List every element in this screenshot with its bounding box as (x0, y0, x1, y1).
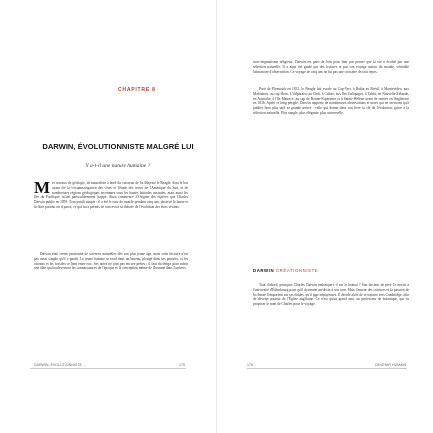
footer-rule-right (247, 368, 407, 369)
second-text (34, 252, 188, 304)
chapter-label: CHAPITRE 8 (118, 87, 156, 93)
footer-rule (30, 368, 186, 369)
intro-paragraph: es travaux de géologie, de naturaliste à bord du vaisseau de Sa Majesté le Beagle, dont le but ayant été la circumnavigation des côtes et l'étude des terres de l'Amérique du Sud, et de nombreuses régions géologiques reconnues sous les hautes latitudes australes, mais aussi les îles du Pacifique, m'ont particulièrement frappé. Ainsi commence L'Origine des espèces que Charles Darwin publie en 1859. Tout paraît simple : il a été le tour du monde pendant cinq ans, observé la faune et la flore partout où il passe, ce qui lui a permis de concevoir sa théorie de l'évolution des êtres vivants. (34, 181, 188, 209)
intro-text (34, 181, 188, 235)
page-number-left: 175 (179, 363, 185, 367)
paragraph-itinerary: Parti de Plymouth en 1831, le Beagle fait escale au Cap-Vert, à Bahia au Brésil, à Montevideo, aux Malouines, au cap Horn, à Valparaiso au Chili, à Callao, aux îles Galápagos, à Tahiti, en Nouvelle-Zélande, en Australie, à l'île Maurice, au cap de Bonne-Espérance et à Sainte-Hélène avant de rentrer en Angleterre en 1836. Après ce long périple, Darwin rapporte de nombreuses observations et notes qui ne serviront qu'à publier bien plus tard sa grande œuvre : celle qui donne dans son livre la clé de l'évolution, grâce à la sélection naturelle. Plus simple, plus élégante, plus universelle. (253, 87, 409, 115)
section-paragraph: Tout d'abord, pourquoi Charles Darwin embarque-t-il sur le bateau ? Son docteur de père l'a inscrit à l'université d'Édimbourg pour qu'il devienne médecin à son tour. Mais l'amour des sciences et la passion de la chasse l'emportent sur ses études, qu'il juge ennuyeuses. Il décide alors de se tourner vers Cambridge, afin de devenir pasteur de l'Église anglicane. Ce n'est qu'un grand ami, un professeur de botanique, qui va proposer le nom de Charles pour le voyage. (253, 283, 409, 306)
section-heading (253, 268, 318, 273)
left-page (0, 0, 216, 433)
right-page (217, 0, 433, 433)
right-itinerary-text (253, 87, 409, 230)
paragraph-top: sous-dogmatisme religieux. Darwin est parti de loin pour finir par penser que la vie a évolué par une sélection naturelle. Il a ainsi été guidé par des lectures et par son voyage autour du monde, véritable laboratoire d'observation. Ce voyage de cinq ans ne fut pas une croisière de tout repos. (253, 60, 409, 74)
running-header: DEVENIR HUMAIN (375, 363, 407, 367)
dropcap-letter: M (34, 181, 51, 197)
footer-title: DARWIN, ÉVOLUTIONNISTE ... (34, 363, 86, 367)
section-heading-bold: DARWIN (253, 268, 275, 273)
chapter-title: DARWIN, ÉVOLUTIONNISTE MALGRÉ LUI (42, 142, 194, 151)
right-top-text (253, 60, 409, 86)
second-paragraph: Darwin était certes passionné de sciences naturelles dès son plus jeune âge, mais cette histoire n'est pas aussi simple qu'il y paraît. Le jeune homme se rend dans un bureau, plongé dans ses pensées, et les oiseaux et les fossiles se lient entre eux. Ses notes ne sont pas encore prêtes : il faut du temps pour mûrir une idée qui bouleversera les connaissances de l'époque et la conception même de l'homme dans l'univers. (34, 252, 188, 271)
page-number-right: 176 (247, 363, 253, 367)
chapter-subtitle: Y a-t-il une nature humaine ? (85, 163, 151, 169)
right-section-text (253, 283, 409, 343)
section-heading-red: CRÉATIONNISTE (275, 268, 319, 273)
